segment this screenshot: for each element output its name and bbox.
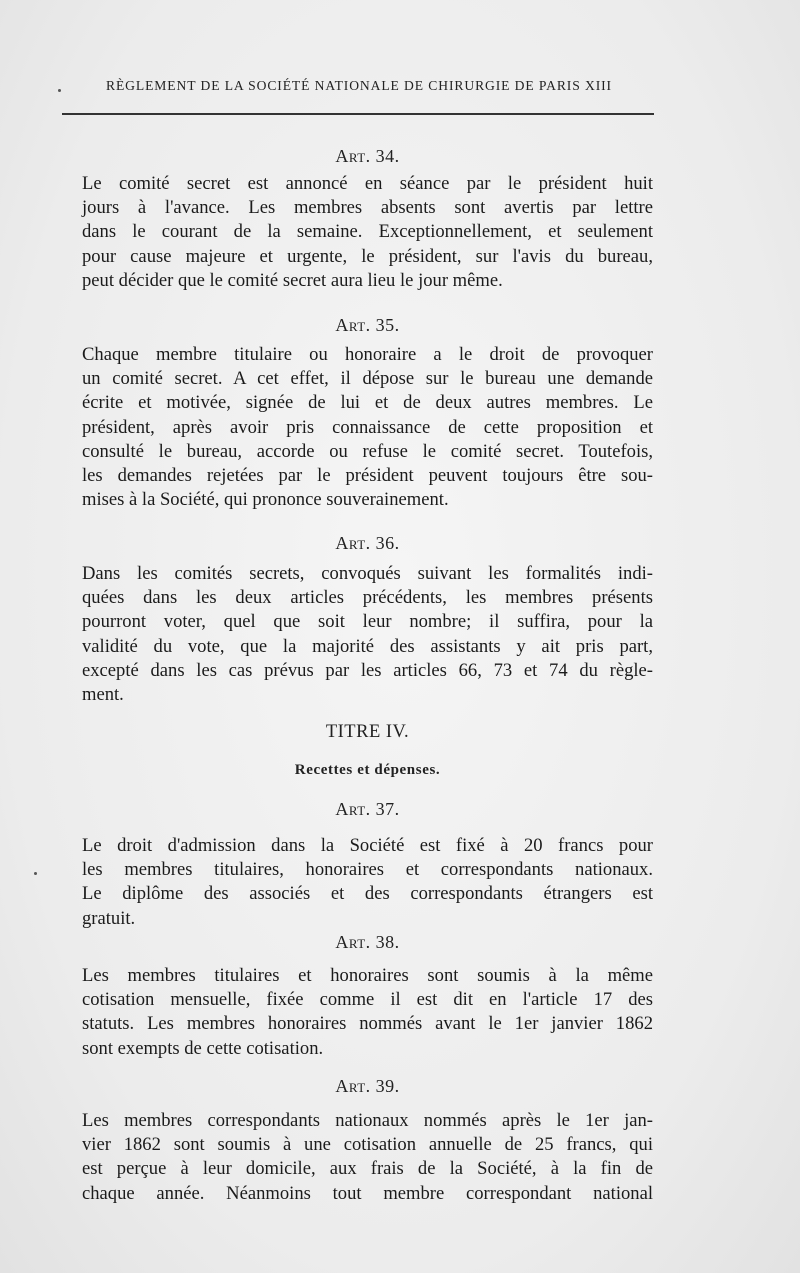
speck-mark [58,89,61,92]
text-line: Le diplôme des associés et des correspondants étrangers est [82,883,653,905]
text-line: président, après avoir pris connaissance de cette proposition et [82,416,653,438]
article-37-body [82,834,653,931]
text-line: Les membres titulaires et honoraires sont soumis à la même [82,965,653,986]
article-heading-39: Art. 39. [335,1076,400,1096]
text-line: cotisation mensuelle, fixée comme il est dit en l'article 17 des [82,989,653,1011]
article-heading-34: Art. 34. [335,146,400,166]
text-line: Le comité secret est annoncé en séance par le président huit [82,173,653,194]
text-line: les demandes rejetées par le président peuvent toujours être sou- [82,464,653,486]
text-line: est perçue à leur domicile, aux frais de la Société, à la fin de [82,1158,653,1180]
running-head: RÈGLEMENT DE LA SOCIÉTÉ NATIONALE DE CHIRURGIE DE PARIS XIII [106,78,612,93]
text-line: pour cause majeure et urgente, le président, sur l'avis du bureau, [82,245,653,267]
text-line: écrite et motivée, signée de lui et de deux autres membres. Le [82,392,653,414]
titre-subtitle: Recettes et dépenses. [294,762,441,778]
article-34-body [82,172,653,293]
text-line: gratuit. [82,907,136,929]
article-heading-38: Art. 38. [335,932,400,952]
text-line: vier 1862 sont soumis à une cotisation annuelle de 25 francs, qui [82,1134,653,1156]
text-line: Chaque membre titulaire ou honoraire a le droit de provoquer [82,344,653,365]
text-line: les membres titulaires, honoraires et correspondants nationaux. [82,859,653,881]
text-line: pourront voter, quel que soit leur nombre; il suffira, pour la [82,611,653,633]
text-line: statuts. Les membres honoraires nommés avant le 1er janvier 1862 [82,1013,653,1035]
text-line: sont exempts de cette cotisation. [82,1037,324,1059]
text-line: jours à l'avance. Les membres absents sont avertis par lettre [82,197,653,219]
speck-mark [34,872,37,875]
text-line: un comité secret. A cet effet, il dépose sur le bureau une demande [82,368,653,390]
article-36-body [82,562,653,707]
text-line: excepté dans les cas prévus par les articles 66, 73 et 74 du règle- [82,659,653,681]
text-line: consulté le bureau, accorde ou refuse le comité secret. Toutefois, [82,440,653,462]
text-line: Les membres correspondants nationaux nommés après le 1er jan- [82,1110,653,1131]
article-35-body [82,343,653,512]
text-line: chaque année. Néanmoins tout membre correspondant national [82,1182,653,1204]
text-line: Le droit d'admission dans la Société est fixé à 20 francs pour [82,835,653,856]
article-heading-35: Art. 35. [335,315,400,335]
titre-heading: TITRE IV. [325,722,410,742]
article-38-body [82,964,653,1061]
text-line: dans le courant de la semaine. Exceptionnellement, et seulement [82,221,653,243]
article-heading-36: Art. 36. [335,533,400,553]
text-line: mises à la Société, qui prononce souverainement. [82,489,449,511]
article-39-body [82,1109,653,1206]
article-heading-37: Art. 37. [335,799,400,819]
text-line: validité du vote, que la majorité des assistants y ait pris part, [82,635,653,657]
header-rule [62,113,654,115]
text-line: Dans les comités secrets, convoqués suivant les formalités indi- [82,563,653,584]
text-line: peut décider que le comité secret aura lieu le jour même. [82,269,503,291]
text-line: quées dans les deux articles précédents, les membres présents [82,587,653,609]
text-line: ment. [82,683,124,705]
